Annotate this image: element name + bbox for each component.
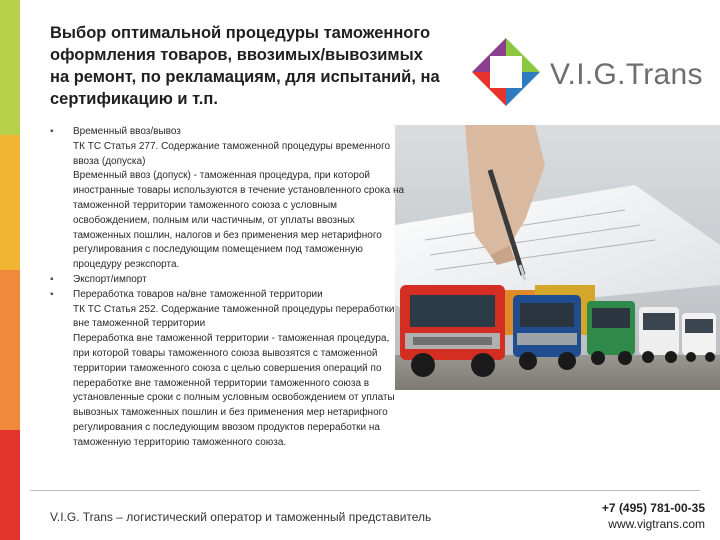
bar-segment-orange [0, 270, 20, 430]
company-logo [470, 36, 703, 116]
bullet-item-temporary-import [50, 125, 405, 273]
logo-wordmark: V.I.G.Trans [550, 58, 703, 91]
bullet-item-processing [50, 288, 405, 451]
phone-number: +7 (495) 781-00-35 [601, 501, 705, 515]
footer-contacts [570, 500, 705, 532]
bullet-heading: Переработка товаров на/вне таможенной территории [73, 288, 323, 300]
article-definition: Временный ввоз (допуск) - таможенная процедура, при которой иностранные товары используются в течение установленного срока на таможенной территории таможенного союза с условным освобождением, полным или частичным, от уплаты ввозных таможенных пошлин, налогов и без применения мер нетарифного регулирования с последующим помещением под таможенную процедуру реэкспорта. [73, 170, 405, 271]
article-definition: Переработка вне таможенной территории - таможенная процедура, при которой товары таможенного союза вывозятся с таможенной территории таможенного союза с целью совершения операций по переработке вне таможенной территории таможенного союза в установленные сроки с полным условным освобождением от уплаты вывозных таможенных пошлин и без применения мер нетарифного регулирования с последующим ввозом продуктов переработки на таможенную территорию таможенного союза. [73, 333, 395, 448]
bullet-icon: ▪ [50, 288, 54, 300]
bar-segment-yellow [0, 135, 20, 270]
trucks-and-document-photo [395, 125, 720, 390]
article-reference: ТК ТС Статья 252. Содержание таможенной процедуры переработки вне таможенной территории [73, 303, 395, 330]
bar-segment-green [0, 0, 20, 135]
bullet-heading: Временный ввоз/вывоз [73, 126, 181, 137]
footer-divider [30, 490, 700, 491]
slide-body [50, 125, 405, 451]
left-accent-bar [0, 0, 20, 540]
footer-tagline: V.I.G. Trans – логистический оператор и таможенный представитель [50, 510, 432, 524]
bar-segment-red [0, 430, 20, 540]
bullet-heading: Экспорт/импорт [73, 273, 147, 285]
bullet-icon: ▪ [50, 273, 54, 285]
article-reference: ТК ТС Статья 277. Содержание таможенной процедуры временного ввоза (допуска) [73, 140, 391, 167]
bullet-icon: ▪ [50, 126, 54, 137]
bullet-item-export-import [50, 273, 405, 288]
logo-mark-icon [470, 36, 542, 108]
slide-title: Выбор оптимальной процедуры таможенного оформления товаров, ввозимых/вывозимых на ремонт, по рекламациям, для испытаний, на сертификацию и т.п. [50, 24, 440, 108]
website-link[interactable]: www.vigtrans.com [608, 517, 705, 531]
